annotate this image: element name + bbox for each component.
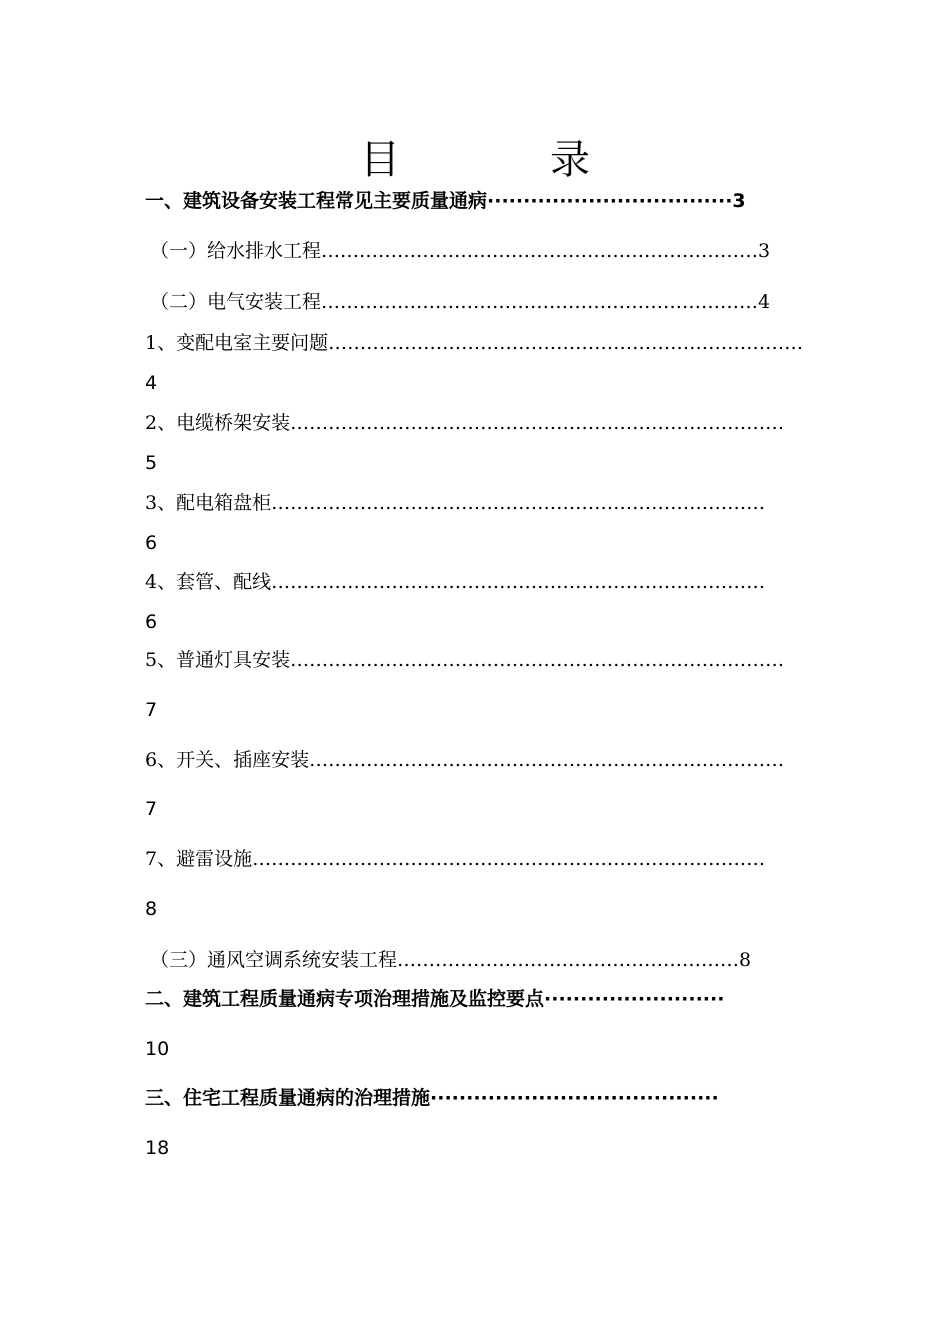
toc-entry[interactable] — [145, 491, 805, 515]
toc-page: 7 — [145, 699, 158, 721]
toc-label: 6、开关、插座安装 — [145, 749, 310, 771]
toc-page: 4 — [758, 291, 771, 313]
toc-entry[interactable] — [150, 239, 810, 263]
toc-leader: …………………………………………………………………… — [271, 492, 766, 514]
toc-label: （一）给水排水工程 — [150, 240, 322, 262]
toc-page: 18 — [145, 1137, 170, 1159]
toc-entry[interactable] — [145, 847, 805, 871]
toc-page: 6 — [145, 532, 158, 554]
toc-leader: …………………………………………………………………… — [290, 412, 785, 434]
toc-leader: ………………………………………………………………… — [328, 332, 804, 354]
toc-leader: ························· — [544, 988, 725, 1010]
toc-label: 5、普通灯具安装 — [145, 649, 291, 671]
toc-leader: ……………………………………………… — [397, 949, 740, 971]
toc-page: 3 — [732, 190, 746, 212]
title-char-1: 目 — [360, 137, 400, 183]
toc-leader: …………………………………………………………… — [321, 291, 759, 313]
toc-entry[interactable] — [145, 987, 805, 1011]
toc-entry[interactable] — [145, 570, 805, 594]
toc-entry[interactable] — [145, 1086, 805, 1110]
toc-label: 一、建筑设备安装工程常见主要质量通病 — [145, 190, 488, 212]
toc-page: 8 — [739, 949, 752, 971]
toc-leader: …………………………………………………………………… — [271, 571, 766, 593]
toc-label: 2、电缆桥架安装 — [145, 412, 291, 434]
toc-entry[interactable] — [150, 948, 810, 972]
toc-page: 7 — [145, 798, 158, 820]
toc-leader: ………………………………………………………………… — [309, 749, 785, 771]
toc-label: 7、避雷设施 — [145, 848, 253, 870]
toc-entry[interactable] — [150, 290, 810, 314]
toc-page: 5 — [145, 452, 158, 474]
toc-leader: …………………………………………………………………… — [290, 649, 785, 671]
toc-leader: …………………………………………………………… — [321, 240, 759, 262]
toc-entry[interactable] — [145, 331, 805, 355]
toc-page: 3 — [758, 240, 771, 262]
toc-entry[interactable] — [145, 411, 805, 435]
toc-page: 8 — [145, 898, 158, 920]
toc-label: 二、建筑工程质量通病专项治理措施及监控要点 — [145, 988, 545, 1010]
toc-page: 6 — [145, 611, 158, 633]
toc-label: 1、变配电室主要问题 — [145, 332, 329, 354]
toc-label: 三、住宅工程质量通病的治理措施 — [145, 1087, 431, 1109]
toc-page: 10 — [145, 1038, 170, 1060]
toc-entry[interactable] — [145, 748, 805, 772]
toc-entry[interactable] — [145, 648, 805, 672]
toc-leader: ·································· — [487, 190, 733, 212]
title-char-2: 录 — [550, 137, 590, 183]
toc-page: 4 — [145, 372, 158, 394]
toc-label: （三）通风空调系统安装工程 — [150, 949, 398, 971]
toc-label: 4、套管、配线 — [145, 571, 272, 593]
toc-entry[interactable] — [145, 189, 805, 213]
toc-label: （二）电气安装工程 — [150, 291, 322, 313]
page-title — [0, 128, 950, 185]
toc-leader: ……………………………………………………………………… — [252, 848, 766, 870]
toc-label: 3、配电箱盘柜 — [145, 492, 272, 514]
toc-leader: ········································ — [430, 1087, 719, 1109]
